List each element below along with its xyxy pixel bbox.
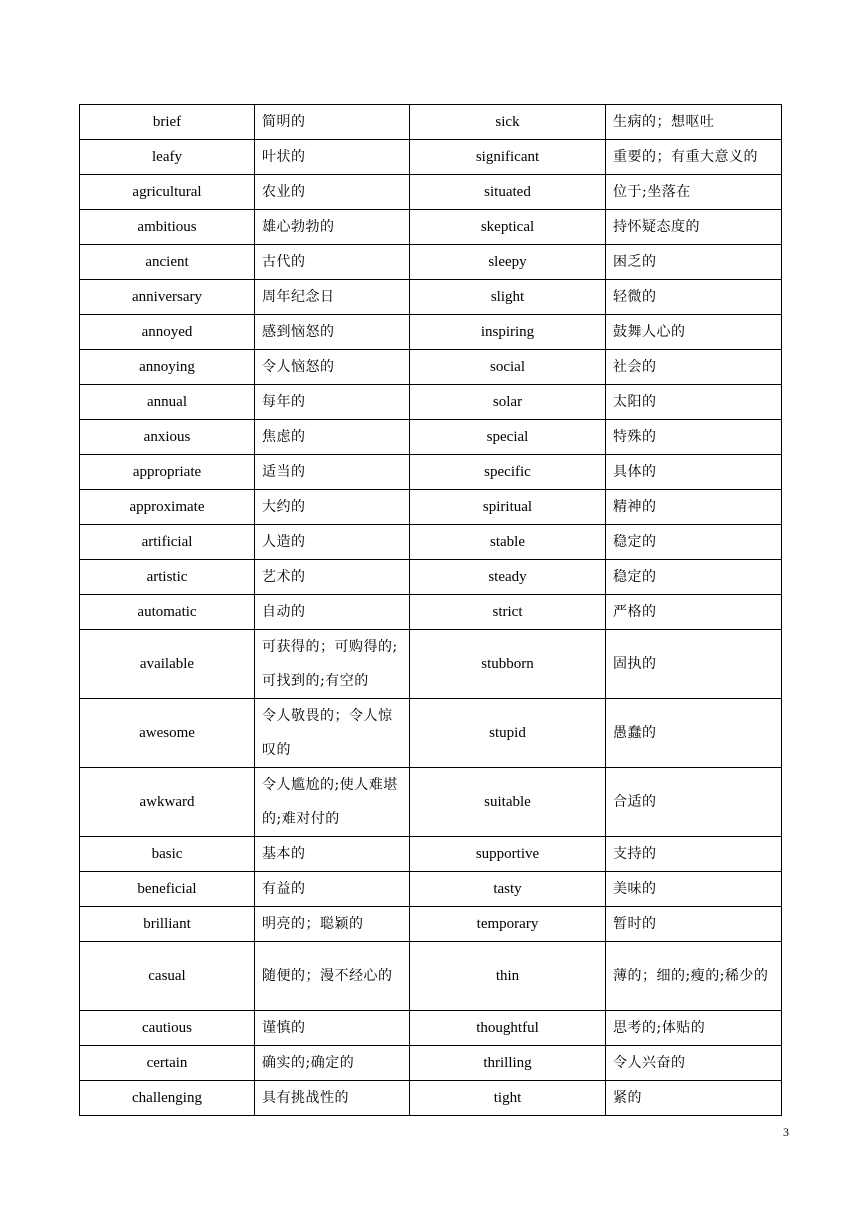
english-word: thin (410, 942, 606, 1011)
english-word: anxious (80, 420, 255, 455)
chinese-meaning: 精神的 (606, 490, 782, 525)
english-word: suitable (410, 768, 606, 837)
english-word: specific (410, 455, 606, 490)
chinese-meaning: 周年纪念日 (255, 280, 410, 315)
english-word: basic (80, 837, 255, 872)
english-word: stubborn (410, 630, 606, 699)
chinese-meaning: 感到恼怒的 (255, 315, 410, 350)
table-row (80, 245, 782, 280)
english-word: supportive (410, 837, 606, 872)
english-word: artificial (80, 525, 255, 560)
table-row (80, 907, 782, 942)
table-row (80, 490, 782, 525)
english-word: leafy (80, 140, 255, 175)
table-row (80, 280, 782, 315)
table-row (80, 455, 782, 490)
chinese-meaning: 人造的 (255, 525, 410, 560)
table-row (80, 140, 782, 175)
table-row (80, 768, 782, 837)
english-word: certain (80, 1046, 255, 1081)
english-word: anniversary (80, 280, 255, 315)
english-word: brief (80, 105, 255, 140)
english-word: special (410, 420, 606, 455)
chinese-meaning: 自动的 (255, 595, 410, 630)
table-row (80, 872, 782, 907)
english-word: automatic (80, 595, 255, 630)
table-row (80, 350, 782, 385)
table-row (80, 420, 782, 455)
table-row (80, 105, 782, 140)
table-row (80, 595, 782, 630)
chinese-meaning: 位于;坐落在 (606, 175, 782, 210)
english-word: approximate (80, 490, 255, 525)
chinese-meaning: 愚蠢的 (606, 699, 782, 768)
english-word: thrilling (410, 1046, 606, 1081)
english-word: tasty (410, 872, 606, 907)
chinese-meaning: 思考的;体贴的 (606, 1011, 782, 1046)
chinese-meaning: 令人敬畏的；令人惊叹的 (255, 699, 410, 768)
chinese-meaning: 雄心勃勃的 (255, 210, 410, 245)
chinese-meaning: 焦虑的 (255, 420, 410, 455)
english-word: slight (410, 280, 606, 315)
chinese-meaning: 大约的 (255, 490, 410, 525)
chinese-meaning: 持怀疑态度的 (606, 210, 782, 245)
english-word: stable (410, 525, 606, 560)
english-word: awkward (80, 768, 255, 837)
chinese-meaning: 严格的 (606, 595, 782, 630)
english-word: sick (410, 105, 606, 140)
chinese-meaning: 随便的；漫不经心的 (255, 942, 410, 1011)
chinese-meaning: 鼓舞人心的 (606, 315, 782, 350)
english-word: tight (410, 1081, 606, 1116)
chinese-meaning: 合适的 (606, 768, 782, 837)
table-row (80, 837, 782, 872)
table-row (80, 699, 782, 768)
chinese-meaning: 暂时的 (606, 907, 782, 942)
chinese-meaning: 特殊的 (606, 420, 782, 455)
chinese-meaning: 令人恼怒的 (255, 350, 410, 385)
chinese-meaning: 令人兴奋的 (606, 1046, 782, 1081)
chinese-meaning: 确实的;确定的 (255, 1046, 410, 1081)
chinese-meaning: 艺术的 (255, 560, 410, 595)
table-row (80, 1011, 782, 1046)
chinese-meaning: 明亮的；聪颖的 (255, 907, 410, 942)
page-number: 3 (783, 1125, 789, 1139)
english-word: awesome (80, 699, 255, 768)
chinese-meaning: 每年的 (255, 385, 410, 420)
chinese-meaning: 农业的 (255, 175, 410, 210)
english-word: cautious (80, 1011, 255, 1046)
english-word: sleepy (410, 245, 606, 280)
chinese-meaning: 谨慎的 (255, 1011, 410, 1046)
english-word: annoying (80, 350, 255, 385)
english-word: ambitious (80, 210, 255, 245)
table-row (80, 175, 782, 210)
english-word: beneficial (80, 872, 255, 907)
english-word: annual (80, 385, 255, 420)
chinese-meaning: 叶状的 (255, 140, 410, 175)
table-row (80, 630, 782, 699)
table-row (80, 210, 782, 245)
table-row (80, 315, 782, 350)
english-word: temporary (410, 907, 606, 942)
chinese-meaning: 太阳的 (606, 385, 782, 420)
english-word: social (410, 350, 606, 385)
english-word: appropriate (80, 455, 255, 490)
english-word: solar (410, 385, 606, 420)
chinese-meaning: 重要的；有重大意义的 (606, 140, 782, 175)
chinese-meaning: 具有挑战性的 (255, 1081, 410, 1116)
chinese-meaning: 固执的 (606, 630, 782, 699)
chinese-meaning: 薄的；细的;瘦的;稀少的 (606, 942, 782, 1011)
english-word: agricultural (80, 175, 255, 210)
english-word: strict (410, 595, 606, 630)
english-word: casual (80, 942, 255, 1011)
english-word: skeptical (410, 210, 606, 245)
english-word: inspiring (410, 315, 606, 350)
table-row (80, 942, 782, 1011)
english-word: steady (410, 560, 606, 595)
chinese-meaning: 美味的 (606, 872, 782, 907)
english-word: challenging (80, 1081, 255, 1116)
vocabulary-table (79, 104, 782, 1116)
chinese-meaning: 稳定的 (606, 560, 782, 595)
table-row (80, 560, 782, 595)
english-word: significant (410, 140, 606, 175)
english-word: annoyed (80, 315, 255, 350)
chinese-meaning: 困乏的 (606, 245, 782, 280)
table-row (80, 525, 782, 560)
chinese-meaning: 支持的 (606, 837, 782, 872)
chinese-meaning: 具体的 (606, 455, 782, 490)
chinese-meaning: 简明的 (255, 105, 410, 140)
english-word: available (80, 630, 255, 699)
chinese-meaning: 适当的 (255, 455, 410, 490)
table-row (80, 385, 782, 420)
english-word: stupid (410, 699, 606, 768)
english-word: ancient (80, 245, 255, 280)
table-row (80, 1046, 782, 1081)
chinese-meaning: 紧的 (606, 1081, 782, 1116)
chinese-meaning: 轻微的 (606, 280, 782, 315)
english-word: situated (410, 175, 606, 210)
english-word: spiritual (410, 490, 606, 525)
english-word: artistic (80, 560, 255, 595)
chinese-meaning: 可获得的；可购得的;可找到的;有空的 (255, 630, 410, 699)
chinese-meaning: 古代的 (255, 245, 410, 280)
chinese-meaning: 稳定的 (606, 525, 782, 560)
chinese-meaning: 有益的 (255, 872, 410, 907)
chinese-meaning: 令人尴尬的;使人难堪的;难对付的 (255, 768, 410, 837)
chinese-meaning: 基本的 (255, 837, 410, 872)
english-word: thoughtful (410, 1011, 606, 1046)
chinese-meaning: 社会的 (606, 350, 782, 385)
english-word: brilliant (80, 907, 255, 942)
chinese-meaning: 生病的；想呕吐 (606, 105, 782, 140)
table-row (80, 1081, 782, 1116)
